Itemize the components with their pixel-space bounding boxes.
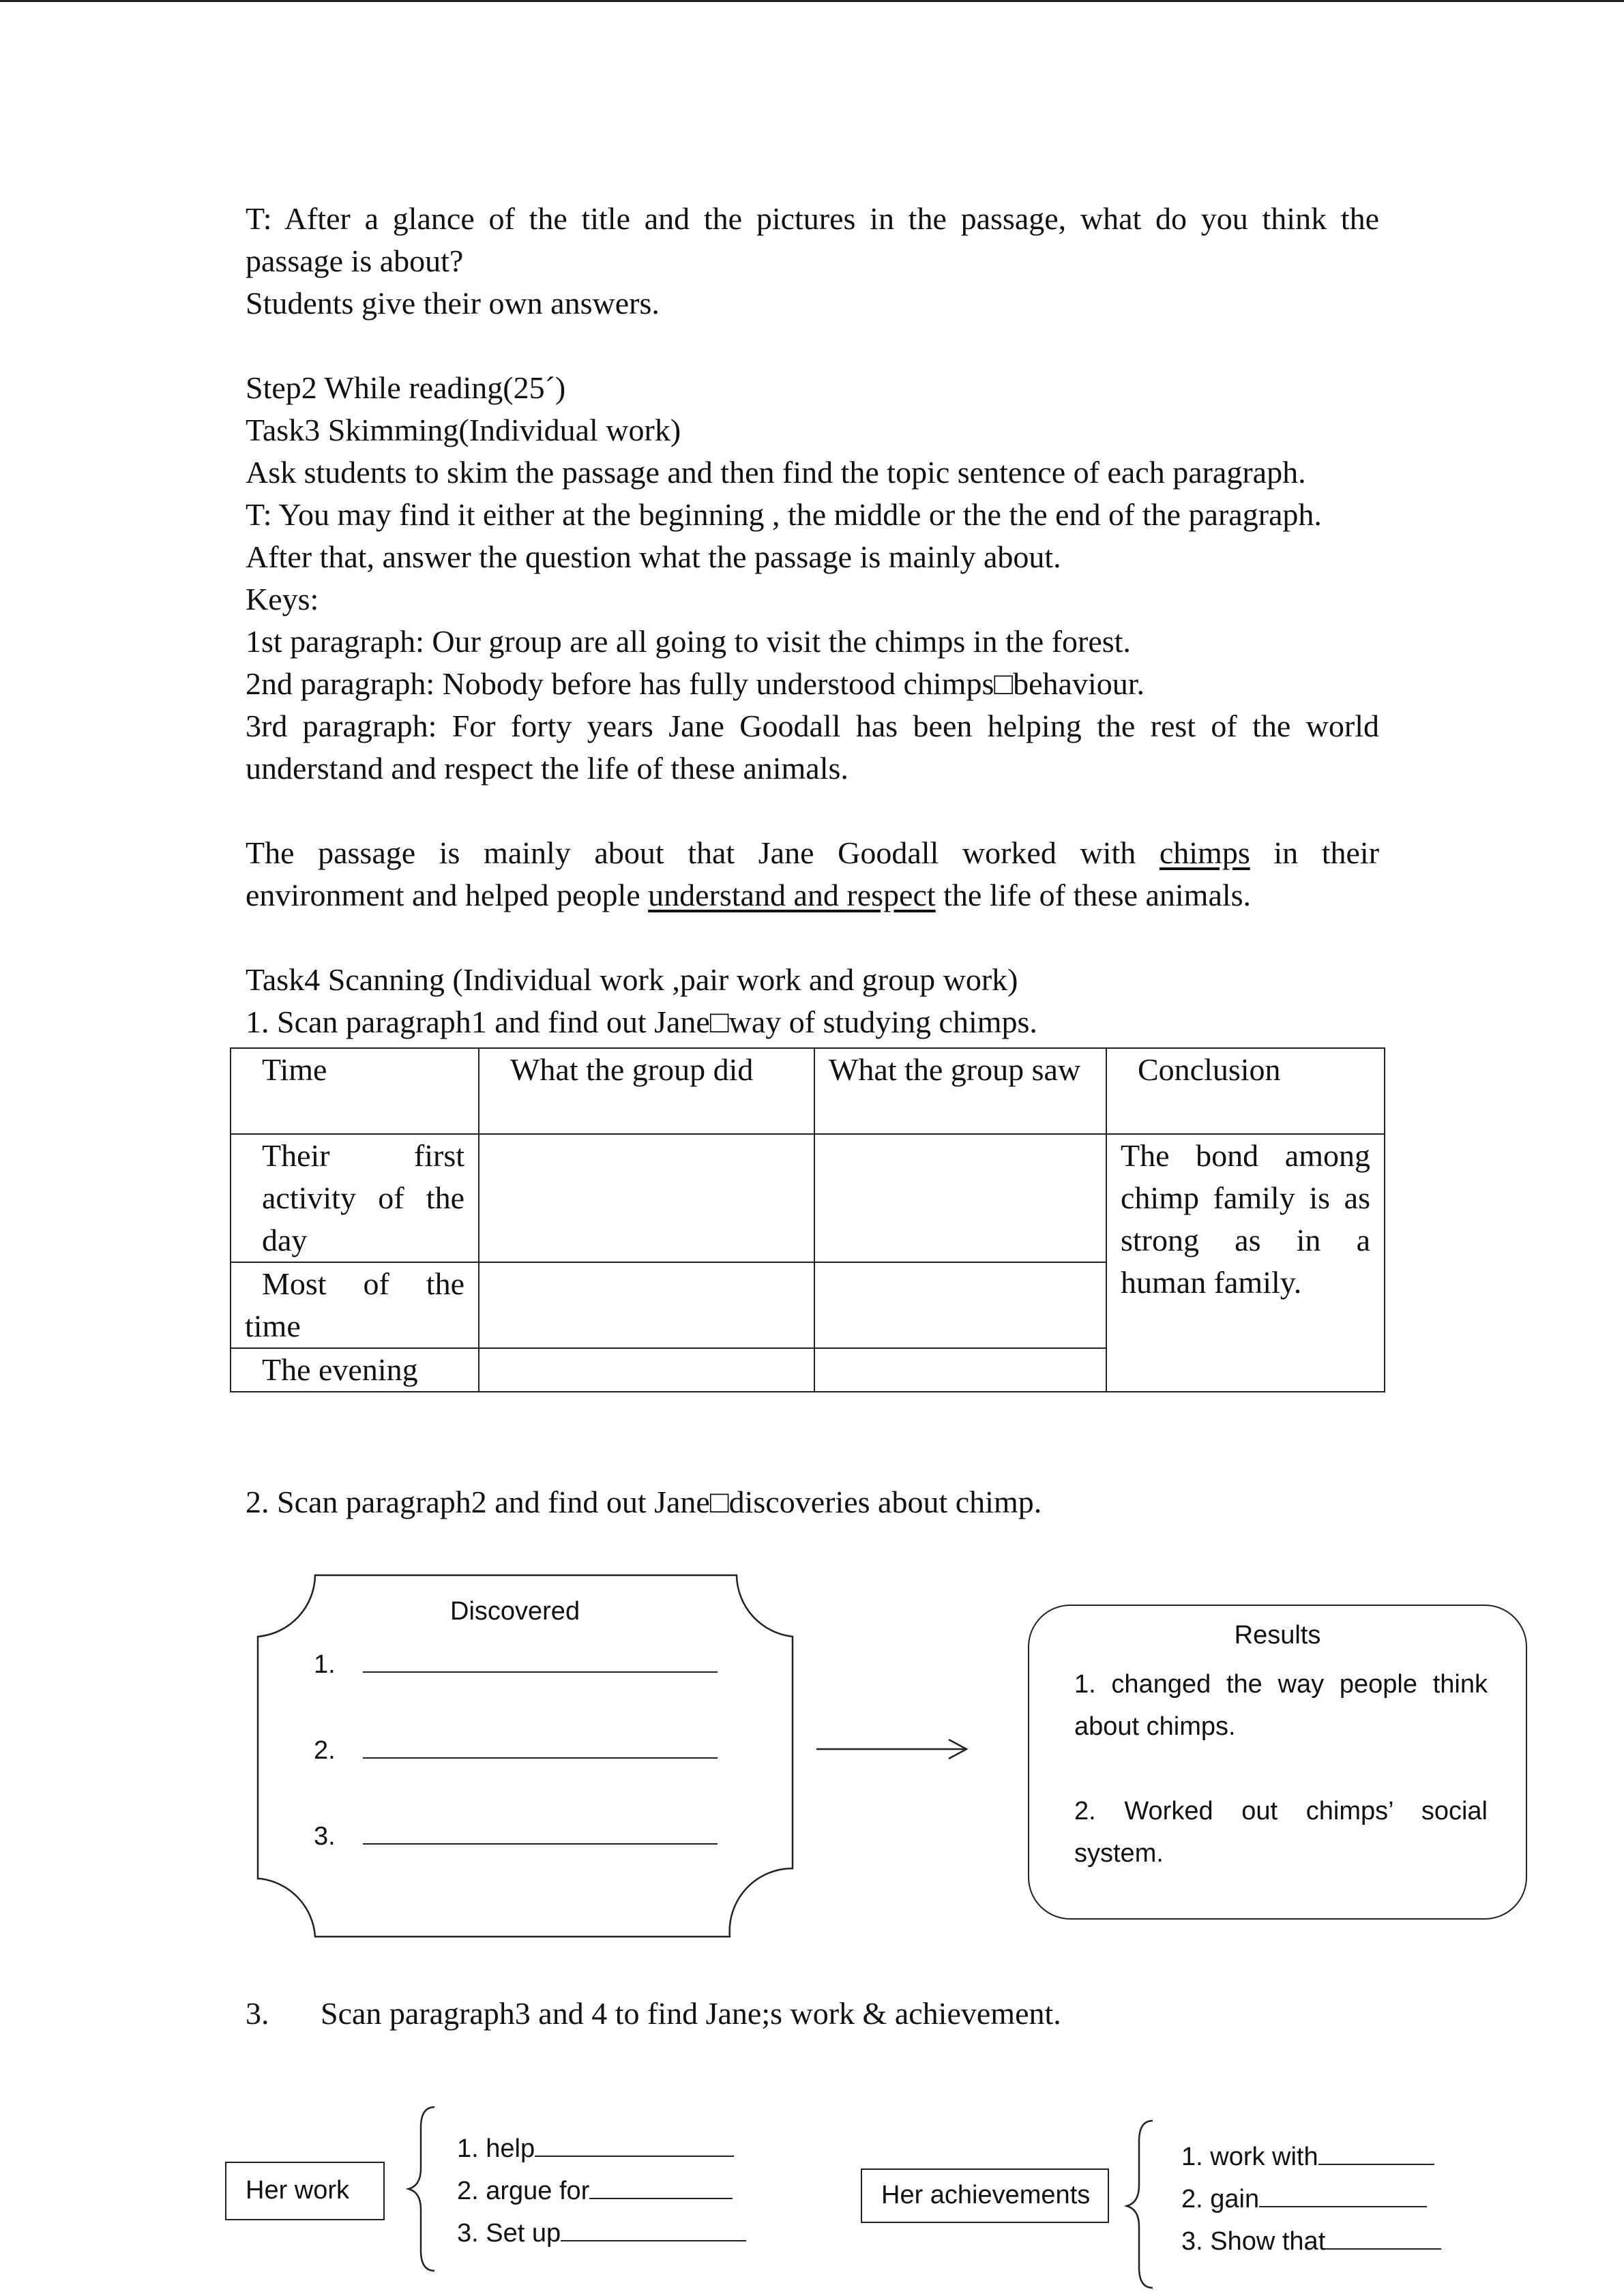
task3-title: Task3 Skimming(Individual work)	[246, 413, 681, 447]
header-time: Time	[231, 1048, 479, 1134]
her-achievements-item-1: 1. work with	[1181, 2136, 1441, 2178]
brace-icon	[1124, 2117, 1158, 2291]
her-work-box: Her work	[225, 2162, 385, 2220]
cell-empty	[814, 1262, 1106, 1348]
results-item-1: 1. changed the way people think about chimps.	[1074, 1670, 1488, 1741]
task3-after: After that, answer the question what the passage is mainly about.	[246, 539, 1061, 574]
task4-question-3-number: 3.	[246, 1996, 269, 2031]
results-title: Results	[1234, 1621, 1321, 1650]
summary-text-1: The passage is mainly about that Jane Goodall worked with	[246, 835, 1136, 870]
task3-tip: T: You may find it either at the beginning , the middle or the the end of the paragraph.	[246, 497, 1322, 532]
cell-empty	[814, 1348, 1106, 1392]
her-achievements-list	[1181, 2136, 1441, 2263]
her-work-item-2: 2. argue for	[457, 2170, 746, 2212]
summary-line2	[246, 874, 1379, 916]
cell-empty	[479, 1134, 814, 1262]
scan-table	[230, 1047, 1385, 1392]
intro-question-line2: passage is about?	[246, 243, 464, 278]
step2-heading: Step2 While reading(25´)	[246, 370, 566, 405]
her-achievements-item-3: 3. Show that	[1181, 2220, 1441, 2263]
task4-title: Task4 Scanning (Individual work ,pair work and group work)	[246, 962, 1018, 997]
keys-label: Keys:	[246, 582, 319, 616]
discovered-item-3: 3.	[314, 1822, 718, 1851]
header-conclusion: Conclusion	[1106, 1048, 1385, 1134]
her-work-item-1: 1. help	[457, 2128, 746, 2170]
conclusion-cell: The bond among chimp family is as strong as in a human family.	[1106, 1134, 1385, 1392]
summary-underline-understand: understand and respect	[648, 878, 936, 912]
summary-line1	[246, 832, 1379, 874]
arrow-icon	[815, 1735, 972, 1763]
her-achievements-box: Her achievements	[861, 2168, 1109, 2223]
task3-instruction: Ask students to skim the passage and then find the topic sentence of each paragraph.	[246, 455, 1306, 490]
her-work-list	[457, 2128, 746, 2254]
task4-question-1: 1. Scan paragraph1 and find out Jane□way of studying chimps.	[246, 1004, 1037, 1039]
key-3-line2: understand and respect the life of these animals.	[246, 751, 848, 786]
results-box	[1028, 1605, 1527, 1920]
row-most-time: Most of the time	[231, 1262, 479, 1348]
summary-text-4: the life of these animals.	[943, 878, 1252, 912]
key-1: 1st paragraph: Our group are all going to visit the chimps in the forest.	[246, 624, 1131, 659]
header-what-saw: What the group saw	[814, 1048, 1106, 1134]
key-3-line1: 3rd paragraph: For forty years Jane Goodall has been helping the rest of the world	[246, 709, 1379, 743]
intro-answer: Students give their own answers.	[246, 286, 660, 320]
summary-text-3: environment and helped people	[246, 878, 640, 912]
discovered-item-2: 2.	[314, 1736, 718, 1765]
row-first-activity: Their first activity of the day	[231, 1134, 479, 1262]
brace-icon	[406, 2104, 440, 2274]
discovered-title: Discovered	[450, 1597, 580, 1626]
cell-empty	[479, 1348, 814, 1392]
key-2: 2nd paragraph: Nobody before has fully understood chimps□behaviour.	[246, 666, 1145, 701]
page-top-border	[0, 0, 1624, 2]
row-evening: The evening	[231, 1348, 479, 1392]
her-achievements-item-2: 2. gain	[1181, 2178, 1441, 2220]
intro-question-line1: T: After a glance of the title and the pictures in the passage, what do you think the	[246, 201, 1379, 236]
results-item-2: 2. Worked out chimps’ social system.	[1074, 1797, 1488, 1868]
task4-question-2: 2. Scan paragraph2 and find out Jane□discoveries about chimp.	[246, 1485, 1042, 1519]
header-what-did: What the group did	[479, 1048, 814, 1134]
task4-question-3: Scan paragraph3 and 4 to find Jane;s work & achievement.	[321, 1996, 1061, 2031]
cell-empty	[814, 1134, 1106, 1262]
her-work-item-3: 3. Set up	[457, 2212, 746, 2254]
cell-empty	[479, 1262, 814, 1348]
summary-underline-chimps: chimps	[1159, 835, 1250, 870]
summary-text-2: in their	[1273, 835, 1380, 870]
discovered-item-1: 1.	[314, 1650, 718, 1680]
